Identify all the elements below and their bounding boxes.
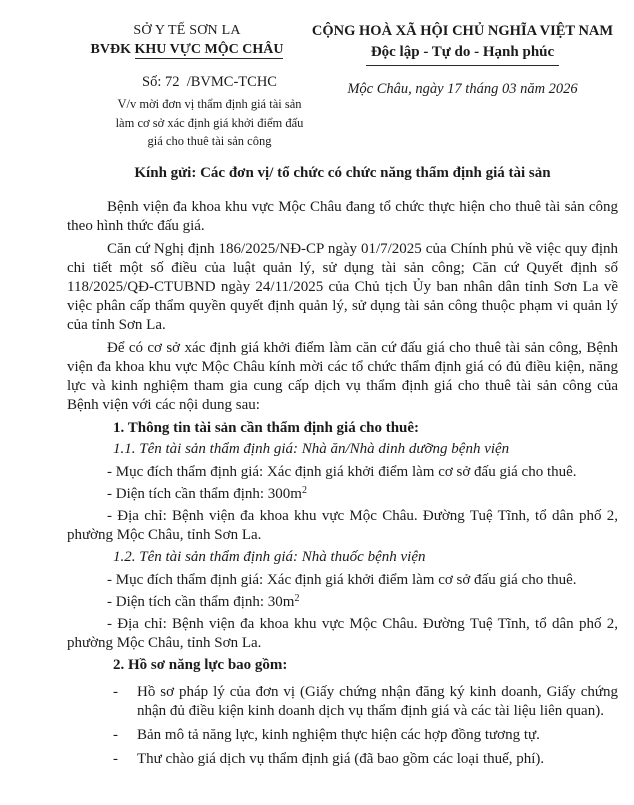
org-unit-underlined-name: KHU VỰC MỘC CHÂU [134,42,284,57]
capability-item-text: Hồ sơ pháp lý của đơn vị (Giấy chứng nhận đăng ký kinh doanh, Giấy chứng nhận đủ điều kiện kinh doanh dịch vụ thẩm định giá và các tài liệu liên quan). [137,683,618,719]
asset1-title: 1.1. Tên tài sản thẩm định giá: Nhà ăn/Nhà dinh dưỡng bệnh viện [113,440,510,457]
legal-basis-paragraph: Căn cứ Nghị định 186/2025/NĐ-CP ngày 01/7/2025 của Chính phủ về việc quy định chi tiết một số điều của luật quản lý, sử dụng tài sản công; Căn cứ Quyết định số 118/2025/QĐ-CTUBND ngày 24/11/2025 của Chủ tịch Ủy ban nhân dân tỉnh Sơn La về việc phân cấp thẩm quyền quyết định quản lý, sử dụng tài sản công thuộc phạm vi quản lý của tỉnh Sơn La. [67,240,618,333]
document-body [67,164,618,769]
issuing-org-block [67,22,307,151]
doc-number-block [112,73,307,151]
asset2-area-text: - Diện tích cần thẩm định: 30m [107,593,295,610]
asset2-area [67,593,618,612]
capability-item-quotation [67,750,618,769]
asset1-purpose: - Mục đích thẩm định giá: Xác định giá khởi điểm làm cơ sở đấu giá cho thuê. [107,463,577,480]
document-header [67,22,618,151]
intro-paragraph: Bệnh viện đa khoa khu vực Mộc Châu đang tổ chức thực hiện cho thuê tài sản công theo hình thức đấu giá. [67,198,618,234]
national-motto-text: Độc lập - Tự do - Hạnh phúc [366,43,559,66]
dash-bullet: - [113,750,118,767]
asset1-area [67,485,618,504]
asset2-purpose: - Mục đích thẩm định giá: Xác định giá khởi điểm làm cơ sở đấu giá cho thuê. [107,571,577,588]
asset1-area-superscript: 2 [301,484,307,496]
national-header-block [307,22,618,151]
national-title: CỘNG HOÀ XÃ HỘI CHỦ NGHĨA VIỆT NAM [311,23,614,39]
asset1-address: - Địa chỉ: Bệnh viện đa khoa khu vực Mộc Châu. Đường Tuệ Tĩnh, tổ dân phố 2, phường Mộc Châu, tỉnh Sơn La. [67,507,618,543]
salutation-line: Kính gửi: Các đơn vị/ tổ chức có chức năng thẩm định giá tài sản [134,164,551,181]
org-unit-name [67,40,307,60]
asset2-address: - Địa chỉ: Bệnh viện đa khoa khu vực Mộc Châu. Đường Tuệ Tĩnh, tổ dân phố 2, phường Mộc Châu, tỉnh Sơn La. [67,615,618,651]
national-motto [307,43,618,66]
section2-heading: 2. Hồ sơ năng lực bao gồm: [113,656,288,673]
invitation-paragraph: Để có cơ sở xác định giá khởi điểm làm căn cứ đấu giá cho thuê tài sản công, Bệnh viện đa khoa khu vực Mộc Châu kính mời các tổ chức thẩm định giá có đủ điều kiện, năng lực và kinh nghiệm tham gia cung cấp dịch vụ thẩm định giá cho thuê tài sản công của Bệnh viện với các nội dung sau: [67,339,618,413]
doc-number: Số: 72 /BVMC-TCHC [142,74,277,90]
capability-item-legal [67,683,618,721]
org-parent-name: SỞ Y TẾ SƠN LA [133,23,241,38]
dash-bullet: - [113,683,118,700]
capability-list [67,683,618,769]
asset2-title: 1.2. Tên tài sản thẩm định giá: Nhà thuốc bệnh viện [113,548,426,565]
asset2-area-superscript: 2 [294,592,300,604]
place-date-line: Mộc Châu, ngày 17 tháng 03 năm 2026 [347,81,578,97]
doc-subject: V/v mời đơn vị thẩm định giá tài sản làm cơ sở xác định giá khởi điểm đấu giá cho thuê tài sản công [115,97,304,148]
section1-heading: 1. Thông tin tài sản cần thẩm định giá cho thuê: [113,419,420,436]
asset1-area-text: - Diện tích cần thẩm định: 300m [107,485,302,502]
capability-item-experience [67,726,618,745]
org-unit-prefix: BVĐK [90,42,131,57]
capability-item-text: Bản mô tả năng lực, kinh nghiệm thực hiện các hợp đồng tương tự. [137,726,540,743]
capability-item-text: Thư chào giá dịch vụ thẩm định giá (đã bao gồm các loại thuế, phí). [137,750,545,767]
dash-bullet: - [113,726,118,743]
